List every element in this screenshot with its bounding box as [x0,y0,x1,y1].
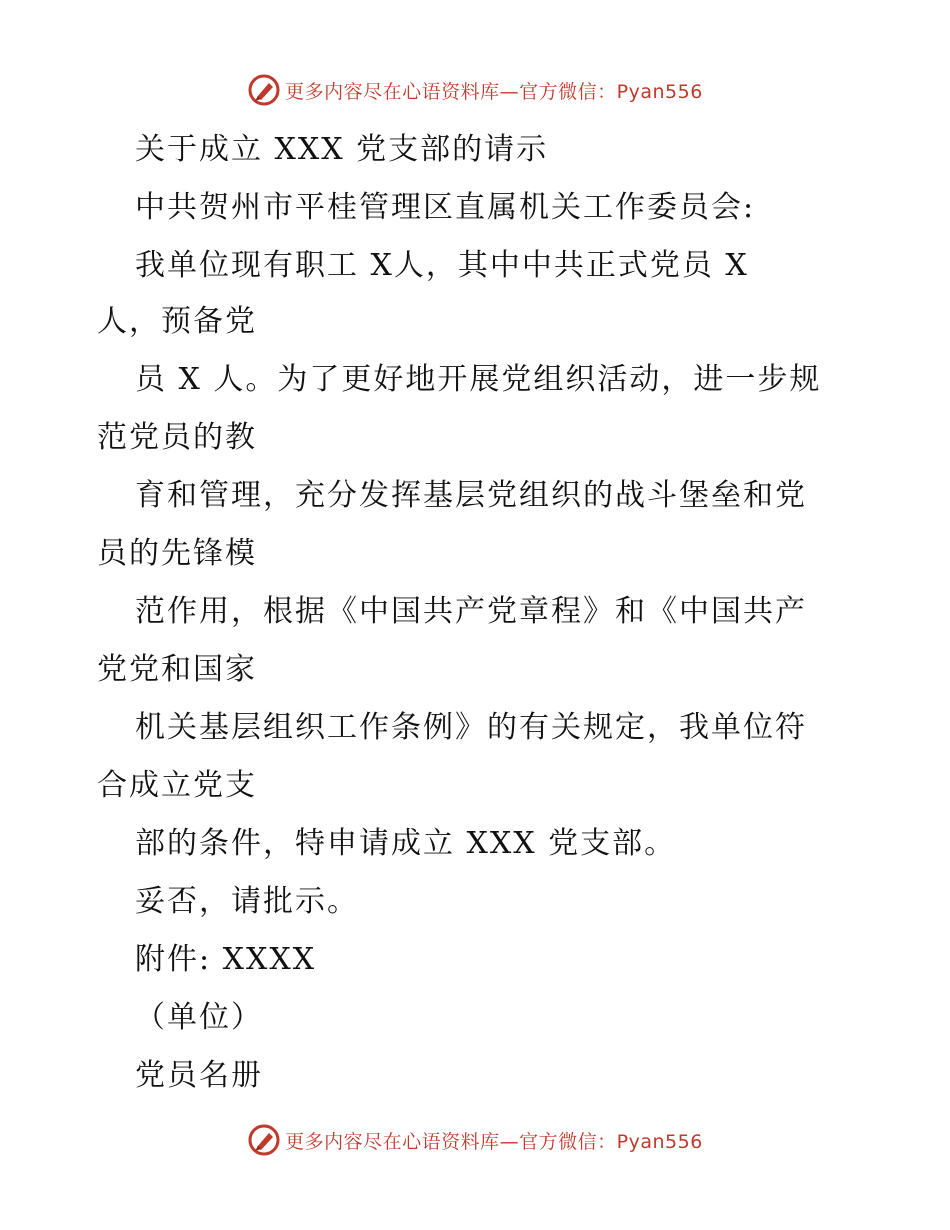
paragraph-line: 我单位现有职工 X人，其中中共正式党员 X [135,248,749,283]
paragraph-line: 人，预备党 [97,304,257,339]
recipient-line: 中共贺州市平桂管理区直属机关工作委员会: [135,190,756,225]
member-roster-line: 党员名册 [135,1058,263,1093]
paragraph-line: 范党员的教 [97,420,257,455]
document-title: 关于成立 XXX 党支部的请示 [135,132,549,167]
paragraph-line: 合成立党支 [97,768,257,803]
watermark-text: 更多内容尽在心语资料库—官方微信：Pyan556 [285,80,703,103]
closing-request: 妥否，请批示。 [135,884,359,919]
paragraph-line: 范作用，根据《中国共产党章程》和《中国共产 [135,594,807,629]
paragraph-line: 部的条件，特申请成立 XXX 党支部。 [135,826,677,861]
paragraph-line: 机关基层组织工作条例》的有关规定，我单位符 [135,710,807,745]
paragraph-line: 育和管理，充分发挥基层党组织的战斗堡垒和党 [135,478,807,513]
pen-logo-icon [247,73,281,107]
watermark-text: 更多内容尽在心语资料库—官方微信：Pyan556 [285,1130,703,1153]
pen-logo-icon [247,1123,281,1157]
attachment-line: 附件: XXXX [135,942,317,977]
paragraph-line: 党党和国家 [97,652,257,687]
watermark-header [0,70,950,110]
watermark-footer [0,1120,950,1160]
unit-line: （单位） [135,1000,263,1035]
paragraph-line: 员的先锋模 [97,536,257,571]
paragraph-line: 员 X 人。为了更好地开展党组织活动，进一步规 [135,362,822,397]
